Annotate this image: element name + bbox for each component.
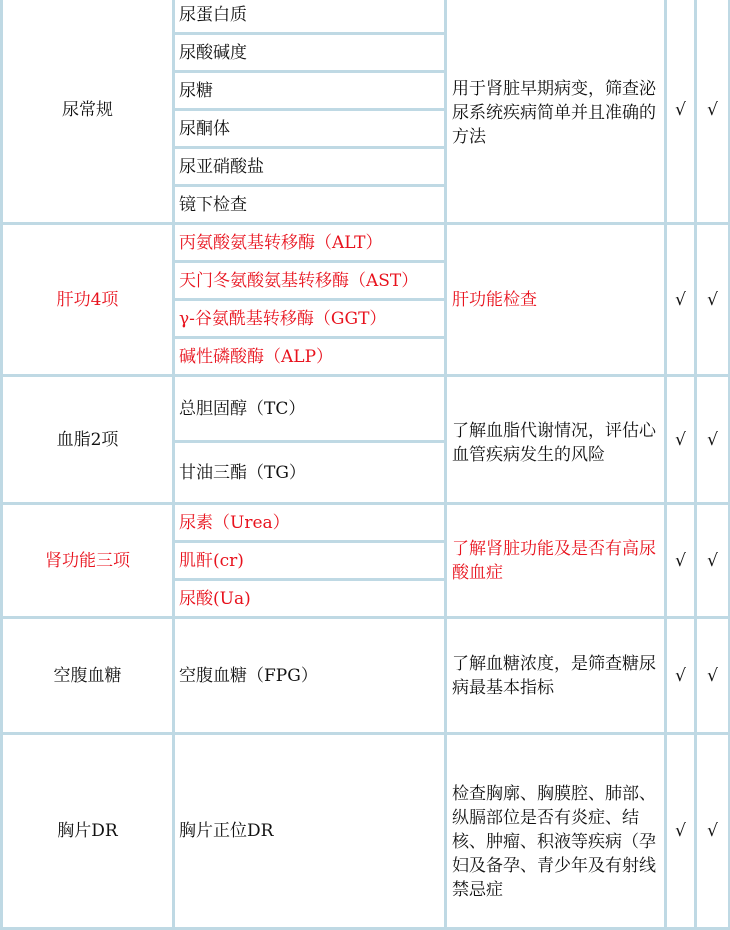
category-fasting-glucose: 空腹血糖	[2, 618, 174, 734]
category-chest-xray: 胸片DR	[2, 734, 174, 929]
item-fpg: 空腹血糖（FPG）	[174, 618, 446, 734]
item-urine-protein: 尿蛋白质	[174, 0, 446, 34]
item-alt: 丙氨酸氨基转移酶（ALT）	[174, 224, 446, 262]
item-ast: 天门冬氨酸氨基转移酶（AST）	[174, 262, 446, 300]
table-row	[2, 734, 730, 929]
check-mark: √	[666, 734, 696, 929]
check-mark: √	[696, 0, 730, 224]
item-urea: 尿素（Urea）	[174, 504, 446, 542]
description-kidney-function: 了解肾脏功能及是否有高尿酸血症	[446, 504, 666, 618]
item-urine-ph: 尿酸碱度	[174, 34, 446, 72]
check-mark: √	[696, 618, 730, 734]
item-creatinine: 肌酐(cr)	[174, 542, 446, 580]
check-mark: √	[666, 376, 696, 504]
category-urine-routine: 尿常规	[2, 0, 174, 224]
description-fasting-glucose: 了解血糖浓度，是筛查糖尿病最基本指标	[446, 618, 666, 734]
item-urine-glucose: 尿糖	[174, 72, 446, 110]
check-mark: √	[666, 224, 696, 376]
description-liver-function: 肝功能检查	[446, 224, 666, 376]
item-microscopy: 镜下检查	[174, 186, 446, 224]
item-tg: 甘油三酯（TG）	[174, 442, 446, 504]
check-mark: √	[696, 734, 730, 929]
item-uric-acid: 尿酸(Ua)	[174, 580, 446, 618]
category-kidney-function: 肾功能三项	[2, 504, 174, 618]
table-row	[2, 0, 730, 34]
description-chest-xray: 检查胸廓、胸膜腔、肺部、纵膈部位是否有炎症、结核、肿瘤、积液等疾病（孕妇及备孕、青少年及有射线禁忌症	[446, 734, 666, 929]
category-liver-function: 肝功4项	[2, 224, 174, 376]
item-alp: 碱性磷酸酶（ALP）	[174, 338, 446, 376]
description-blood-lipids: 了解血脂代谢情况，评估心血管疾病发生的风险	[446, 376, 666, 504]
item-tc: 总胆固醇（TC）	[174, 376, 446, 442]
check-mark: √	[696, 504, 730, 618]
check-mark: √	[666, 0, 696, 224]
description-urine-routine: 用于肾脏早期病变，筛查泌尿系统疾病简单并且准确的方法	[446, 0, 666, 224]
check-mark: √	[696, 224, 730, 376]
check-mark: √	[666, 504, 696, 618]
table-row	[2, 618, 730, 734]
check-mark: √	[666, 618, 696, 734]
item-chest-dr: 胸片正位DR	[174, 734, 446, 929]
item-ggt: γ-谷氨酰基转移酶（GGT）	[174, 300, 446, 338]
item-urine-nitrite: 尿亚硝酸盐	[174, 148, 446, 186]
table-row	[2, 504, 730, 542]
item-urine-ketone: 尿酮体	[174, 110, 446, 148]
table-row	[2, 224, 730, 262]
check-mark: √	[696, 376, 730, 504]
table-row	[2, 376, 730, 442]
category-blood-lipids: 血脂2项	[2, 376, 174, 504]
